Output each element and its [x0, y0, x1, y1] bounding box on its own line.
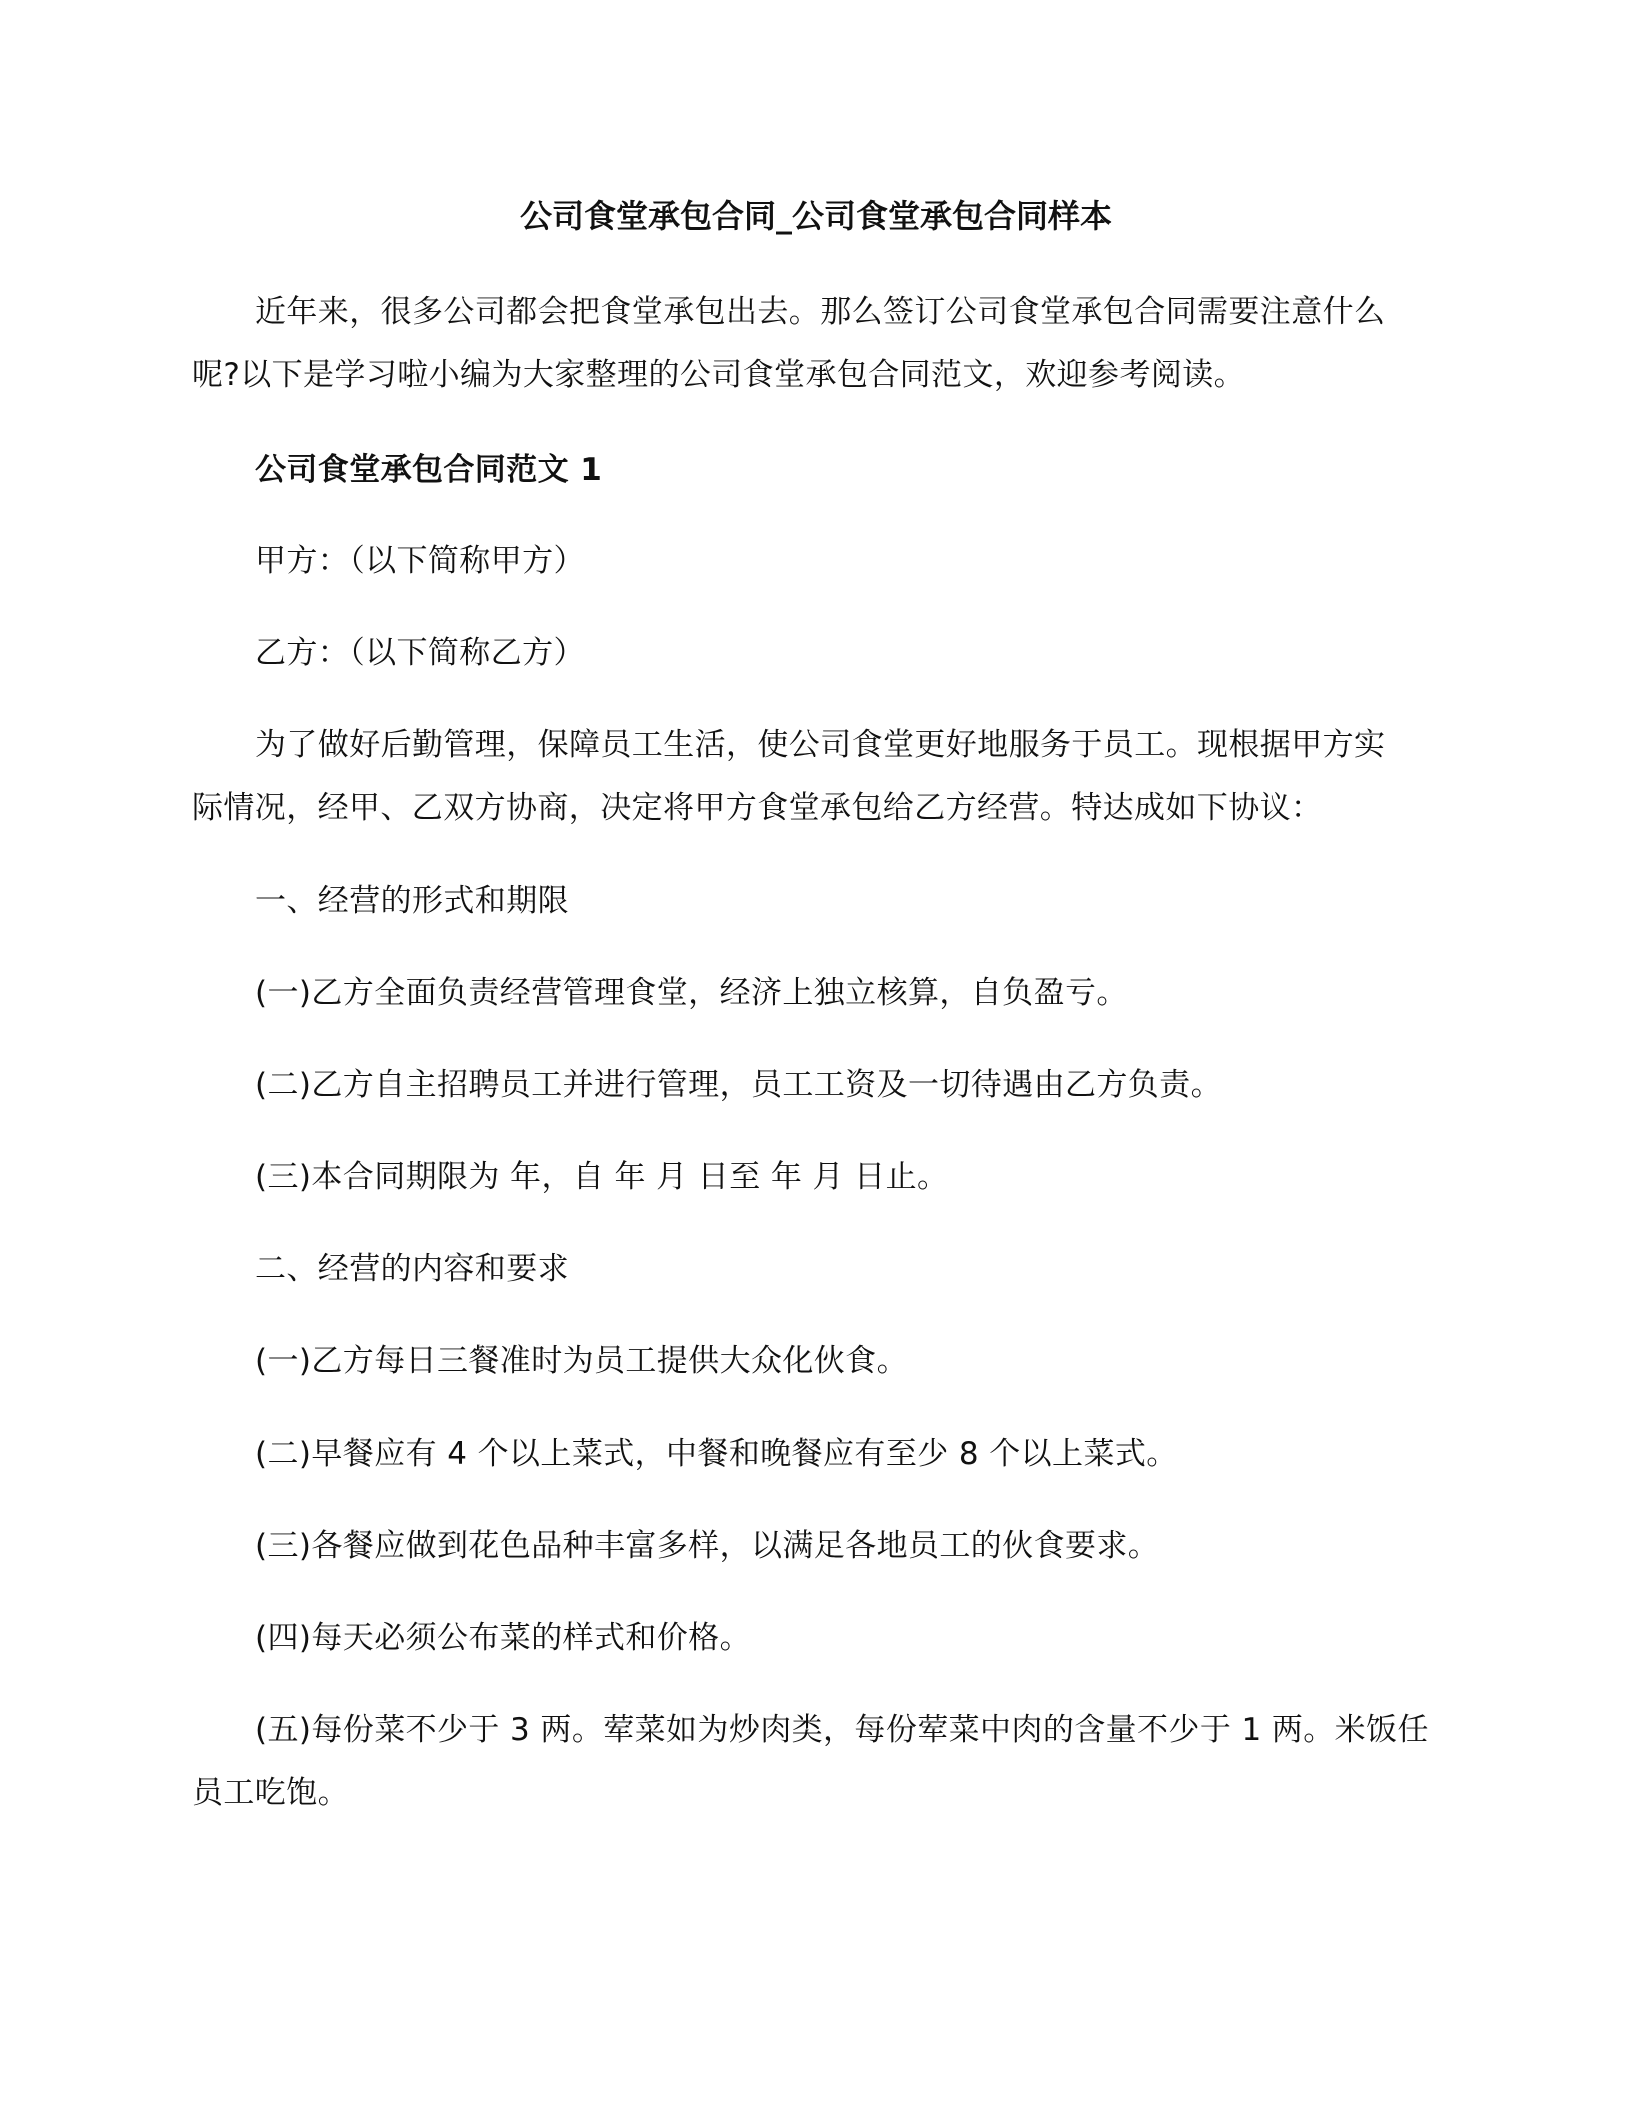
section2-item-4: (四)每天必须公布菜的样式和价格。 [255, 1620, 751, 1656]
section1-item-3: (三)本合同期限为 年，自 年 月 日至 年 月 日止。 [255, 1159, 949, 1195]
intro-line-2: 呢?以下是学习啦小编为大家整理的公司食堂承包合同范文，欢迎参考阅读。 [192, 357, 1246, 393]
section2-item-5-line-2: 员工吃饱。 [192, 1775, 349, 1811]
document-title: 公司食堂承包合同_公司食堂承包合同样本 [519, 197, 1112, 235]
section2-heading: 二、经营的内容和要求 [255, 1251, 569, 1287]
section2-item-2: (二)早餐应有 4 个以上菜式，中餐和晚餐应有至少 8 个以上菜式。 [255, 1436, 1178, 1472]
section2-item-1: (一)乙方每日三餐准时为员工提供大众化伙食。 [255, 1343, 908, 1379]
section1-item-1: (一)乙方全面负责经营管理食堂，经济上独立核算，自负盈亏。 [255, 975, 1128, 1011]
preamble-line-1: 为了做好后勤管理，保障员工生活，使公司食堂更好地服务于员工。现根据甲方实 [255, 727, 1386, 763]
section1-item-2: (二)乙方自主招聘员工并进行管理，员工工资及一切待遇由乙方负责。 [255, 1067, 1222, 1103]
preamble-line-2: 际情况，经甲、乙双方协商，决定将甲方食堂承包给乙方经营。特达成如下协议： [192, 790, 1323, 826]
sample-heading: 公司食堂承包合同范文 1 [255, 452, 603, 488]
section1-heading: 一、经营的形式和期限 [255, 883, 569, 919]
section2-item-3: (三)各餐应做到花色品种丰富多样，以满足各地员工的伙食要求。 [255, 1528, 1160, 1564]
section2-item-5-line-1: (五)每份菜不少于 3 两。荤菜如为炒肉类，每份荤菜中肉的含量不少于 1 两。米饭任 [255, 1712, 1429, 1748]
party-b-line: 乙方：（以下简称乙方） [255, 635, 585, 671]
party-a-line: 甲方：（以下简称甲方） [255, 543, 585, 579]
intro-line-1: 近年来，很多公司都会把食堂承包出去。那么签订公司食堂承包合同需要注意什么 [255, 294, 1386, 330]
